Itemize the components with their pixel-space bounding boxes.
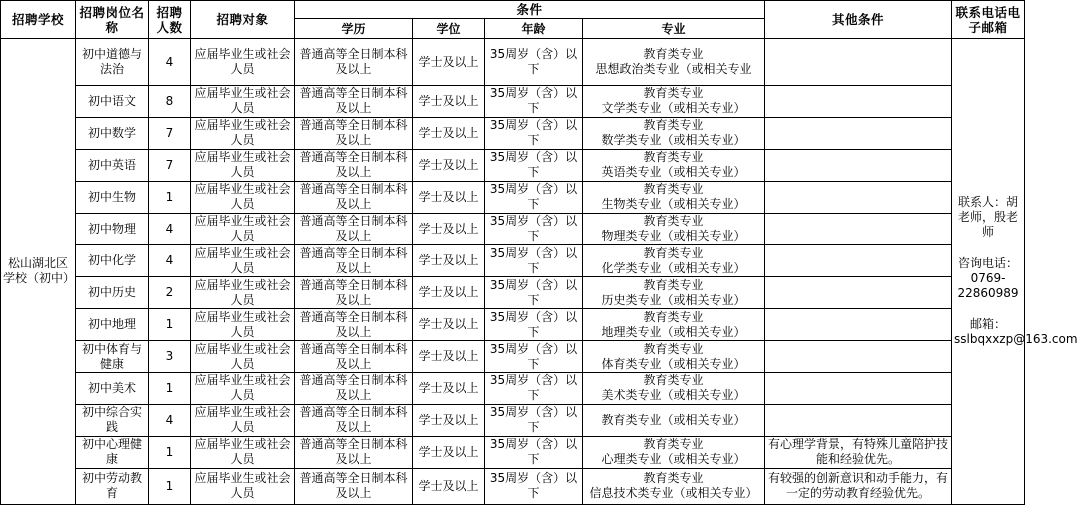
age-requirement: 35周岁（含）以下 <box>485 277 583 309</box>
email-address: sslbqxxzp@163.com <box>954 332 1078 347</box>
major-line-2: 地理类专业（或相关专业） <box>601 324 746 339</box>
recruit-target: 应届毕业生或社会人员 <box>191 277 295 309</box>
position-count: 1 <box>149 373 191 405</box>
other-conditions <box>765 181 952 213</box>
position-name: 初中综合实践 <box>76 404 149 436</box>
major-line-2: 信息技术类专业（或相关专业） <box>589 486 758 501</box>
position-name: 初中物理 <box>76 213 149 245</box>
position-name: 初中美术 <box>76 373 149 405</box>
education-requirement: 普通高等全日制本科及以上 <box>295 245 413 277</box>
degree-requirement: 学士及以上 <box>413 213 485 245</box>
major-line-2: 化学类专业（或相关专业） <box>601 260 746 275</box>
age-requirement: 35周岁（含）以下 <box>485 436 583 468</box>
position-count: 4 <box>149 404 191 436</box>
table-row <box>1 39 1025 86</box>
table-row <box>1 277 1025 309</box>
recruit-target: 应届毕业生或社会人员 <box>191 213 295 245</box>
recruit-target: 应届毕业生或社会人员 <box>191 468 295 504</box>
education-requirement: 普通高等全日制本科及以上 <box>295 39 413 86</box>
other-conditions <box>765 309 952 341</box>
other-conditions: 有心理学背景，有特殊儿童陪护技能和经验优先。 <box>765 436 952 468</box>
education-requirement: 普通高等全日制本科及以上 <box>295 404 413 436</box>
other-conditions <box>765 39 952 86</box>
major-line-1: 教育类专业（或相关专业） <box>601 412 746 427</box>
position-count: 7 <box>149 117 191 149</box>
major-line-1: 教育类专业 <box>643 86 704 101</box>
table-row <box>1 86 1025 118</box>
position-count: 3 <box>149 341 191 373</box>
major-line-1: 教育类专业 <box>643 182 704 197</box>
major-line-1: 教育类专业 <box>643 309 704 324</box>
position-count: 1 <box>149 181 191 213</box>
major-requirement <box>583 86 765 118</box>
degree-requirement: 学士及以上 <box>413 117 485 149</box>
position-name: 初中数学 <box>76 117 149 149</box>
major-requirement <box>583 341 765 373</box>
position-name: 初中体育与健康 <box>76 341 149 373</box>
education-requirement: 普通高等全日制本科及以上 <box>295 86 413 118</box>
position-name: 初中英语 <box>76 149 149 181</box>
age-requirement: 35周岁（含）以下 <box>485 245 583 277</box>
major-line-1: 教育类专业 <box>643 277 704 292</box>
major-line-2: 文学类专业（或相关专业） <box>601 101 746 116</box>
school-name: 松山湖北区学校（初中） <box>1 39 76 505</box>
education-requirement: 普通高等全日制本科及以上 <box>295 309 413 341</box>
degree-requirement: 学士及以上 <box>413 86 485 118</box>
degree-requirement: 学士及以上 <box>413 468 485 504</box>
header-count: 招聘人数 <box>149 1 191 39</box>
degree-requirement: 学士及以上 <box>413 309 485 341</box>
table-row <box>1 468 1025 504</box>
table-row <box>1 213 1025 245</box>
major-line-2: 物理类专业（或相关专业） <box>601 229 746 243</box>
header-age: 年龄 <box>485 19 583 39</box>
age-requirement: 35周岁（含）以下 <box>485 468 583 504</box>
degree-requirement: 学士及以上 <box>413 149 485 181</box>
table-row <box>1 436 1025 468</box>
header-conditions: 条件 <box>295 1 765 19</box>
recruit-target: 应届毕业生或社会人员 <box>191 181 295 213</box>
recruit-target: 应届毕业生或社会人员 <box>191 86 295 118</box>
recruit-target: 应届毕业生或社会人员 <box>191 149 295 181</box>
header-major: 专业 <box>583 19 765 39</box>
education-requirement: 普通高等全日制本科及以上 <box>295 213 413 245</box>
degree-requirement: 学士及以上 <box>413 39 485 86</box>
other-conditions <box>765 277 952 309</box>
other-conditions <box>765 86 952 118</box>
table-row <box>1 404 1025 436</box>
header-other: 其他条件 <box>765 1 952 39</box>
major-line-2: 心理类专业（或相关专业） <box>601 452 746 467</box>
education-requirement: 普通高等全日制本科及以上 <box>295 436 413 468</box>
degree-requirement: 学士及以上 <box>413 341 485 373</box>
major-requirement <box>583 436 765 468</box>
major-line-2: 历史类专业（或相关专业） <box>601 292 746 307</box>
degree-requirement: 学士及以上 <box>413 277 485 309</box>
age-requirement: 35周岁（含）以下 <box>485 404 583 436</box>
major-requirement <box>583 309 765 341</box>
major-line-2: 思想政治类专业（或相关专业 <box>595 62 752 76</box>
position-count: 2 <box>149 277 191 309</box>
table-row <box>1 117 1025 149</box>
position-count: 4 <box>149 213 191 245</box>
header-row-top <box>1 1 1025 19</box>
position-count: 1 <box>149 309 191 341</box>
major-requirement <box>583 117 765 149</box>
major-line-1: 教育类专业 <box>643 150 704 165</box>
age-requirement: 35周岁（含）以下 <box>485 86 583 118</box>
degree-requirement: 学士及以上 <box>413 245 485 277</box>
recruit-target: 应届毕业生或社会人员 <box>191 373 295 405</box>
position-count: 4 <box>149 39 191 86</box>
age-requirement: 35周岁（含）以下 <box>485 341 583 373</box>
age-requirement: 35周岁（含）以下 <box>485 181 583 213</box>
position-name: 初中道德与法治 <box>76 39 149 86</box>
header-contact: 联系电话电子邮箱 <box>952 1 1025 39</box>
other-conditions <box>765 245 952 277</box>
education-requirement: 普通高等全日制本科及以上 <box>295 149 413 181</box>
age-requirement: 35周岁（含）以下 <box>485 309 583 341</box>
position-name: 初中语文 <box>76 86 149 118</box>
age-requirement: 35周岁（含）以下 <box>485 117 583 149</box>
education-requirement: 普通高等全日制本科及以上 <box>295 373 413 405</box>
degree-requirement: 学士及以上 <box>413 436 485 468</box>
table-row <box>1 373 1025 405</box>
position-name: 初中心理健康 <box>76 436 149 468</box>
major-line-2: 体育类专业（或相关专业） <box>601 356 746 371</box>
major-requirement <box>583 39 765 86</box>
spacer <box>954 301 1022 317</box>
position-name: 初中生物 <box>76 181 149 213</box>
table-row <box>1 149 1025 181</box>
education-requirement: 普通高等全日制本科及以上 <box>295 341 413 373</box>
education-requirement: 普通高等全日制本科及以上 <box>295 277 413 309</box>
spacer <box>954 240 1022 256</box>
header-target: 招聘对象 <box>191 1 295 39</box>
major-requirement <box>583 213 765 245</box>
major-requirement <box>583 404 765 436</box>
other-conditions: 有较强的创新意识和动手能力，有一定的劳动教育经验优先。 <box>765 468 952 504</box>
degree-requirement: 学士及以上 <box>413 181 485 213</box>
phone-number: 0769-22860989 <box>957 271 1019 301</box>
table-row <box>1 245 1025 277</box>
major-line-1: 教育类专业 <box>643 471 704 486</box>
degree-requirement: 学士及以上 <box>413 373 485 405</box>
position-count: 4 <box>149 245 191 277</box>
header-degree: 学位 <box>413 19 485 39</box>
recruit-target: 应届毕业生或社会人员 <box>191 436 295 468</box>
major-requirement <box>583 468 765 504</box>
position-count: 1 <box>149 436 191 468</box>
position-name: 初中劳动教育 <box>76 468 149 504</box>
position-name: 初中地理 <box>76 309 149 341</box>
other-conditions <box>765 373 952 405</box>
major-line-2: 美术类专业（或相关专业） <box>601 388 746 403</box>
recruit-target: 应届毕业生或社会人员 <box>191 404 295 436</box>
major-line-1: 教育类专业 <box>643 373 704 388</box>
age-requirement: 35周岁（含）以下 <box>485 213 583 245</box>
contact-person: 联系人：胡老师，殷老师 <box>958 195 1019 240</box>
phone-label: 咨询电话： <box>958 256 1019 271</box>
major-requirement <box>583 277 765 309</box>
contact-info <box>952 39 1078 505</box>
position-name: 初中化学 <box>76 245 149 277</box>
other-conditions <box>765 117 952 149</box>
major-line-1: 教育类专业 <box>643 214 704 228</box>
major-line-1: 教育类专业 <box>643 437 704 452</box>
other-conditions <box>765 213 952 245</box>
major-line-1: 教育类专业 <box>643 118 704 133</box>
email-label: 邮箱： <box>970 317 1007 332</box>
major-line-1: 教育类专业 <box>643 245 704 260</box>
table-row <box>1 181 1025 213</box>
recruit-target: 应届毕业生或社会人员 <box>191 39 295 86</box>
position-name: 初中历史 <box>76 277 149 309</box>
position-count: 7 <box>149 149 191 181</box>
age-requirement: 35周岁（含）以下 <box>485 39 583 86</box>
major-line-1: 教育类专业 <box>643 341 704 356</box>
header-education: 学历 <box>295 19 413 39</box>
major-requirement <box>583 181 765 213</box>
other-conditions <box>765 404 952 436</box>
major-requirement <box>583 373 765 405</box>
age-requirement: 35周岁（含）以下 <box>485 149 583 181</box>
major-line-2: 英语类专业（或相关专业） <box>601 165 746 180</box>
header-position: 招聘岗位名称 <box>76 1 149 39</box>
major-requirement <box>583 149 765 181</box>
education-requirement: 普通高等全日制本科及以上 <box>295 181 413 213</box>
major-line-2: 数学类专业（或相关专业） <box>601 133 746 148</box>
major-line-1: 教育类专业 <box>643 47 704 61</box>
other-conditions <box>765 341 952 373</box>
header-school: 招聘学校 <box>1 1 76 39</box>
recruit-target: 应届毕业生或社会人员 <box>191 309 295 341</box>
major-line-2: 生物类专业（或相关专业） <box>601 197 746 212</box>
position-count: 8 <box>149 86 191 118</box>
recruit-target: 应届毕业生或社会人员 <box>191 341 295 373</box>
other-conditions <box>765 149 952 181</box>
table-row <box>1 341 1025 373</box>
major-requirement <box>583 245 765 277</box>
education-requirement: 普通高等全日制本科及以上 <box>295 468 413 504</box>
age-requirement: 35周岁（含）以下 <box>485 373 583 405</box>
recruit-target: 应届毕业生或社会人员 <box>191 245 295 277</box>
degree-requirement: 学士及以上 <box>413 404 485 436</box>
education-requirement: 普通高等全日制本科及以上 <box>295 117 413 149</box>
recruit-target: 应届毕业生或社会人员 <box>191 117 295 149</box>
table-row <box>1 309 1025 341</box>
position-count: 1 <box>149 468 191 504</box>
